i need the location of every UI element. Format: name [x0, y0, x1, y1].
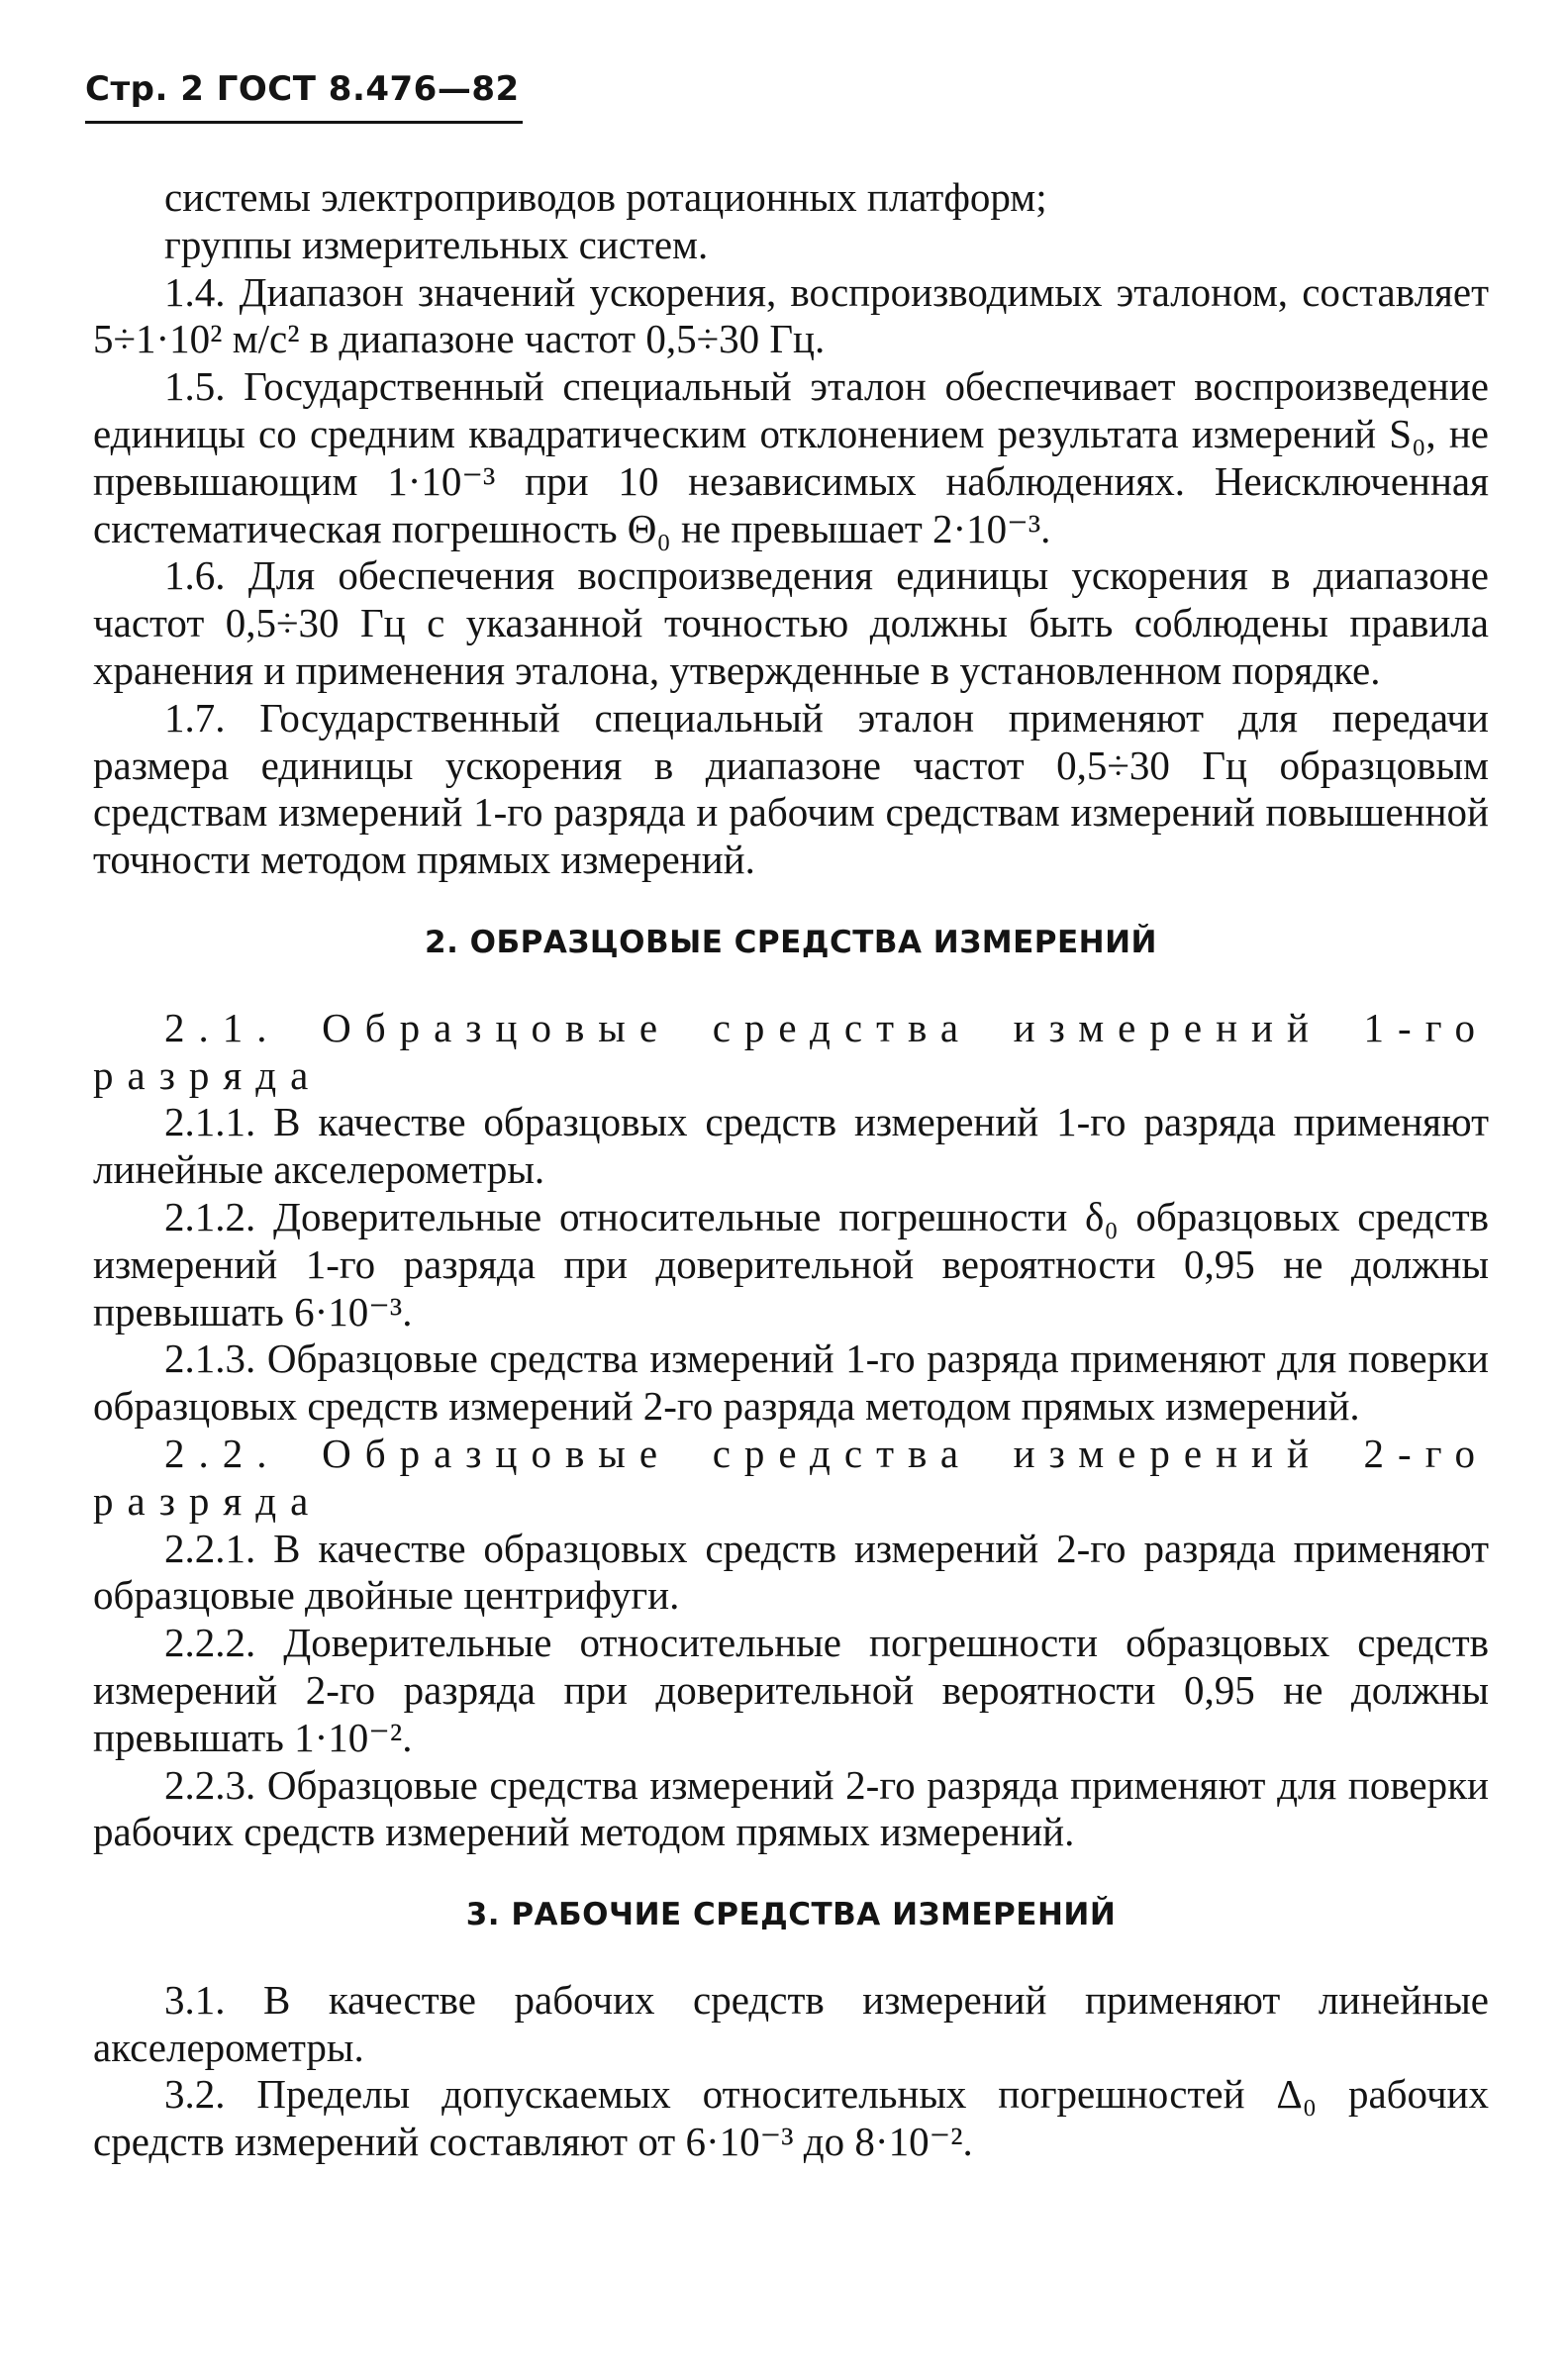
paragraph-1-7: 1.7. Государственный специальный эталон применяют для передачи размера единицы ускорения в диапазоне частот 0,5÷30 Гц образцовым средствам измерений 1-го разряда и рабочим средствам измерений повышенной точности методом прямых измерений. [93, 694, 1489, 883]
paragraph-1-4: 1.4. Диапазон значений ускорения, воспроизводимых эталоном, составляет 5÷1·10² м/с² в диапазоне частот 0,5÷30 Гц. [93, 268, 1489, 362]
paragraph-2-1-3: 2.1.3. Образцовые средства измерений 1-го разряда применяют для поверки образцовых средств измерений 2-го разряда методом прямых измерений. [93, 1335, 1489, 1430]
paragraph-2-2-1: 2.2.1. В качестве образцовых средств измерений 2-го разряда применяют образцовые двойные центрифуги. [93, 1525, 1489, 1619]
paragraph-2-1: 2.1. Образцовые средства измерений 1-го разряда [93, 1004, 1489, 1098]
intro-line-1: системы электроприводов ротационных платформ; [164, 174, 1047, 220]
section-2-title: 2. ОБРАЗЦОВЫЕ СРЕДСТВА ИЗМЕРЕНИЙ [425, 924, 1157, 960]
paragraph-2-2: 2.2. Образцовые средства измерений 2-го разряда [93, 1430, 1489, 1524]
paragraph-3-1: 3.1. В качестве рабочих средств измерений применяют линейные акселерометры. [93, 1976, 1489, 2070]
page-header: Стр. 2 ГОСТ 8.476—82 [85, 69, 520, 109]
paragraph-3-2: 3.2. Пределы допускаемых относительных погрешностей Δ₀ рабочих средств измерений составляют от 6·10⁻³ до 8·10⁻². [93, 2071, 1489, 2165]
document-body [93, 174, 1489, 2166]
paragraph-2-1-2: 2.1.2. Доверительные относительные погрешности δ₀ образцовых средств измерений 1-го разряда при доверительной вероятности 0,95 не должны превышать 6·10⁻³. [93, 1193, 1489, 1335]
paragraph-1-6: 1.6. Для обеспечения воспроизведения единицы ускорения в диапазоне частот 0,5÷30 Гц с указанной точностью должны быть соблюдены правила хранения и применения эталона, утвержденные в установленном порядке. [93, 552, 1489, 693]
paragraph-2-2-2: 2.2.2. Доверительные относительные погрешности образцовых средств измерений 2-го разряда при доверительной вероятности 0,95 не должны превышать 1·10⁻². [93, 1620, 1489, 1760]
header-rule [85, 121, 523, 124]
intro-line-2: группы измерительных систем. [164, 221, 709, 267]
paragraph-2-2-3: 2.2.3. Образцовые средства измерений 2-го разряда применяют для поверки рабочих средств измерений методом прямых измерений. [93, 1761, 1489, 1855]
section-3-title: 3. РАБОЧИЕ СРЕДСТВА ИЗМЕРЕНИЙ [465, 1897, 1117, 1933]
paragraph-1-5: 1.5. Государственный специальный эталон обеспечивает воспроизведение единицы со средним квадратическим отклонением результата измерений S₀, не превышающим 1·10⁻³ при 10 независимых наблюдениях. Неисключенная систематическая погрешность Θ₀ не превышает 2·10⁻³. [93, 363, 1489, 551]
paragraph-2-1-1: 2.1.1. В качестве образцовых средств измерений 1-го разряда применяют линейные акселерометры. [93, 1099, 1489, 1193]
